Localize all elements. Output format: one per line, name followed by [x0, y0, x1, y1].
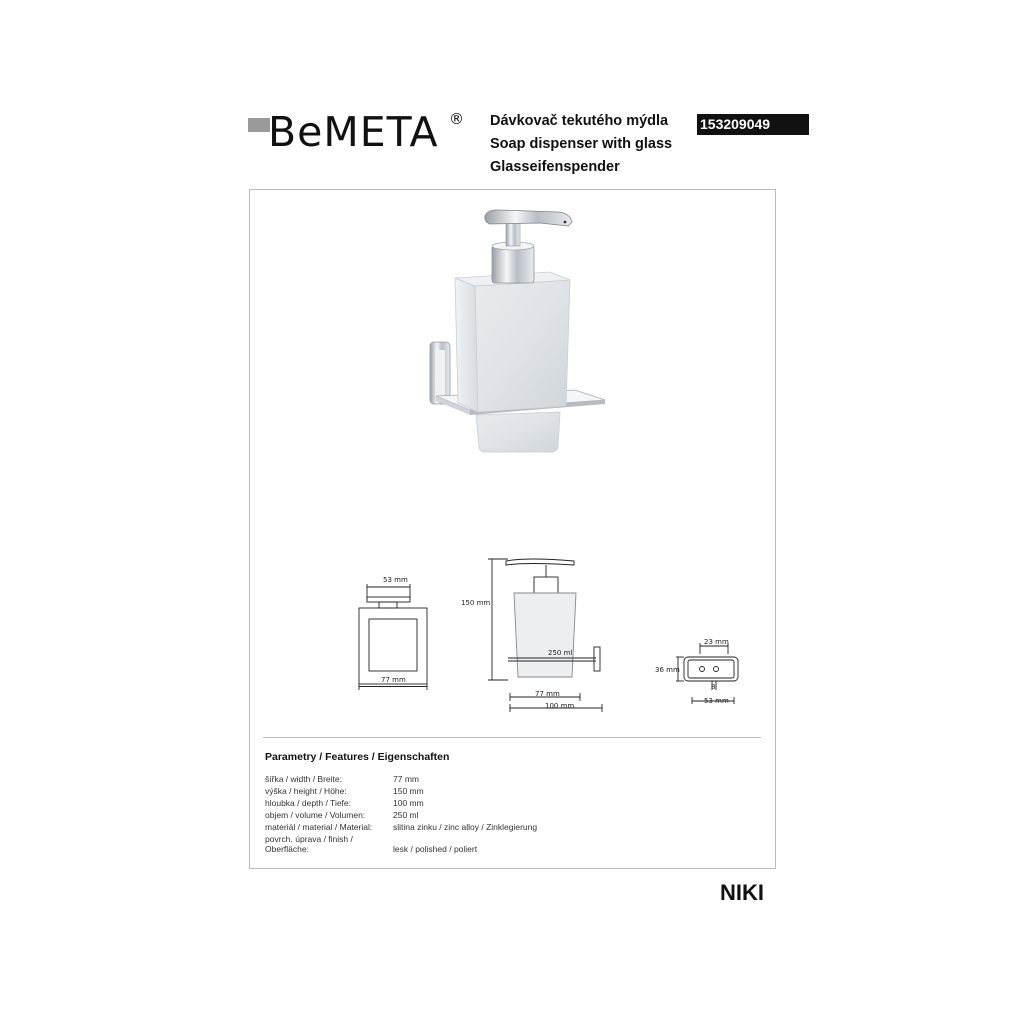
spec-row	[265, 786, 765, 796]
spec-label: hloubka / depth / Tiefe:	[265, 798, 352, 808]
dim-mount-width: 53 mm	[704, 697, 729, 705]
spec-label: výška / height / Höhe:	[265, 786, 347, 796]
dim-front-top: 53 mm	[383, 576, 408, 584]
logo-mark	[248, 118, 270, 132]
dim-front-bottom: 77 mm	[381, 676, 406, 684]
specs-title: Parametry / Features / Eigenschaften	[265, 751, 450, 763]
dim-side-depth: 100 mm	[545, 702, 575, 710]
spec-value: 100 mm	[393, 798, 424, 808]
front-view-drawing	[355, 572, 435, 690]
brand-logo: BeMETA	[268, 108, 439, 156]
dim-mount-hole: 8	[711, 683, 716, 691]
spec-label: materiál / material / Material:	[265, 822, 373, 832]
dim-mount-spacing: 23 mm	[704, 638, 729, 646]
spec-value: 77 mm	[393, 774, 419, 784]
spec-value: lesk / polished / poliert	[393, 844, 478, 854]
registered-mark: ®	[449, 110, 464, 128]
dim-side-height: 150 mm	[461, 599, 491, 607]
spec-row	[265, 822, 765, 832]
spec-row	[265, 774, 765, 784]
dim-mount-height: 36 mm	[655, 666, 680, 674]
spec-label: povrch. úprava / finish / Oberfläche:	[265, 834, 353, 854]
title-cz: Dávkovač tekutého mýdla	[490, 113, 669, 129]
dim-side-volume: 250 ml	[548, 649, 573, 657]
spec-label: objem / volume / Volumen:	[265, 810, 366, 820]
section-divider	[263, 737, 761, 738]
spec-row	[265, 810, 765, 820]
spec-value: 150 mm	[393, 786, 424, 796]
spec-value: 250 ml	[393, 810, 419, 820]
spec-value: slitina zinku / zinc alloy / Zinklegierung	[393, 822, 538, 832]
spec-row	[265, 798, 765, 808]
dim-side-width: 77 mm	[535, 690, 560, 698]
spec-label: šířka / width / Breite:	[265, 774, 342, 784]
product-photo	[400, 200, 620, 465]
dim-line	[359, 686, 427, 687]
title-de: Glasseifenspender	[490, 159, 620, 175]
spec-row	[265, 834, 765, 854]
product-code-badge: 153209049	[697, 114, 809, 135]
series-name: NIKI	[720, 880, 764, 905]
title-en: Soap dispenser with glass	[490, 136, 673, 152]
